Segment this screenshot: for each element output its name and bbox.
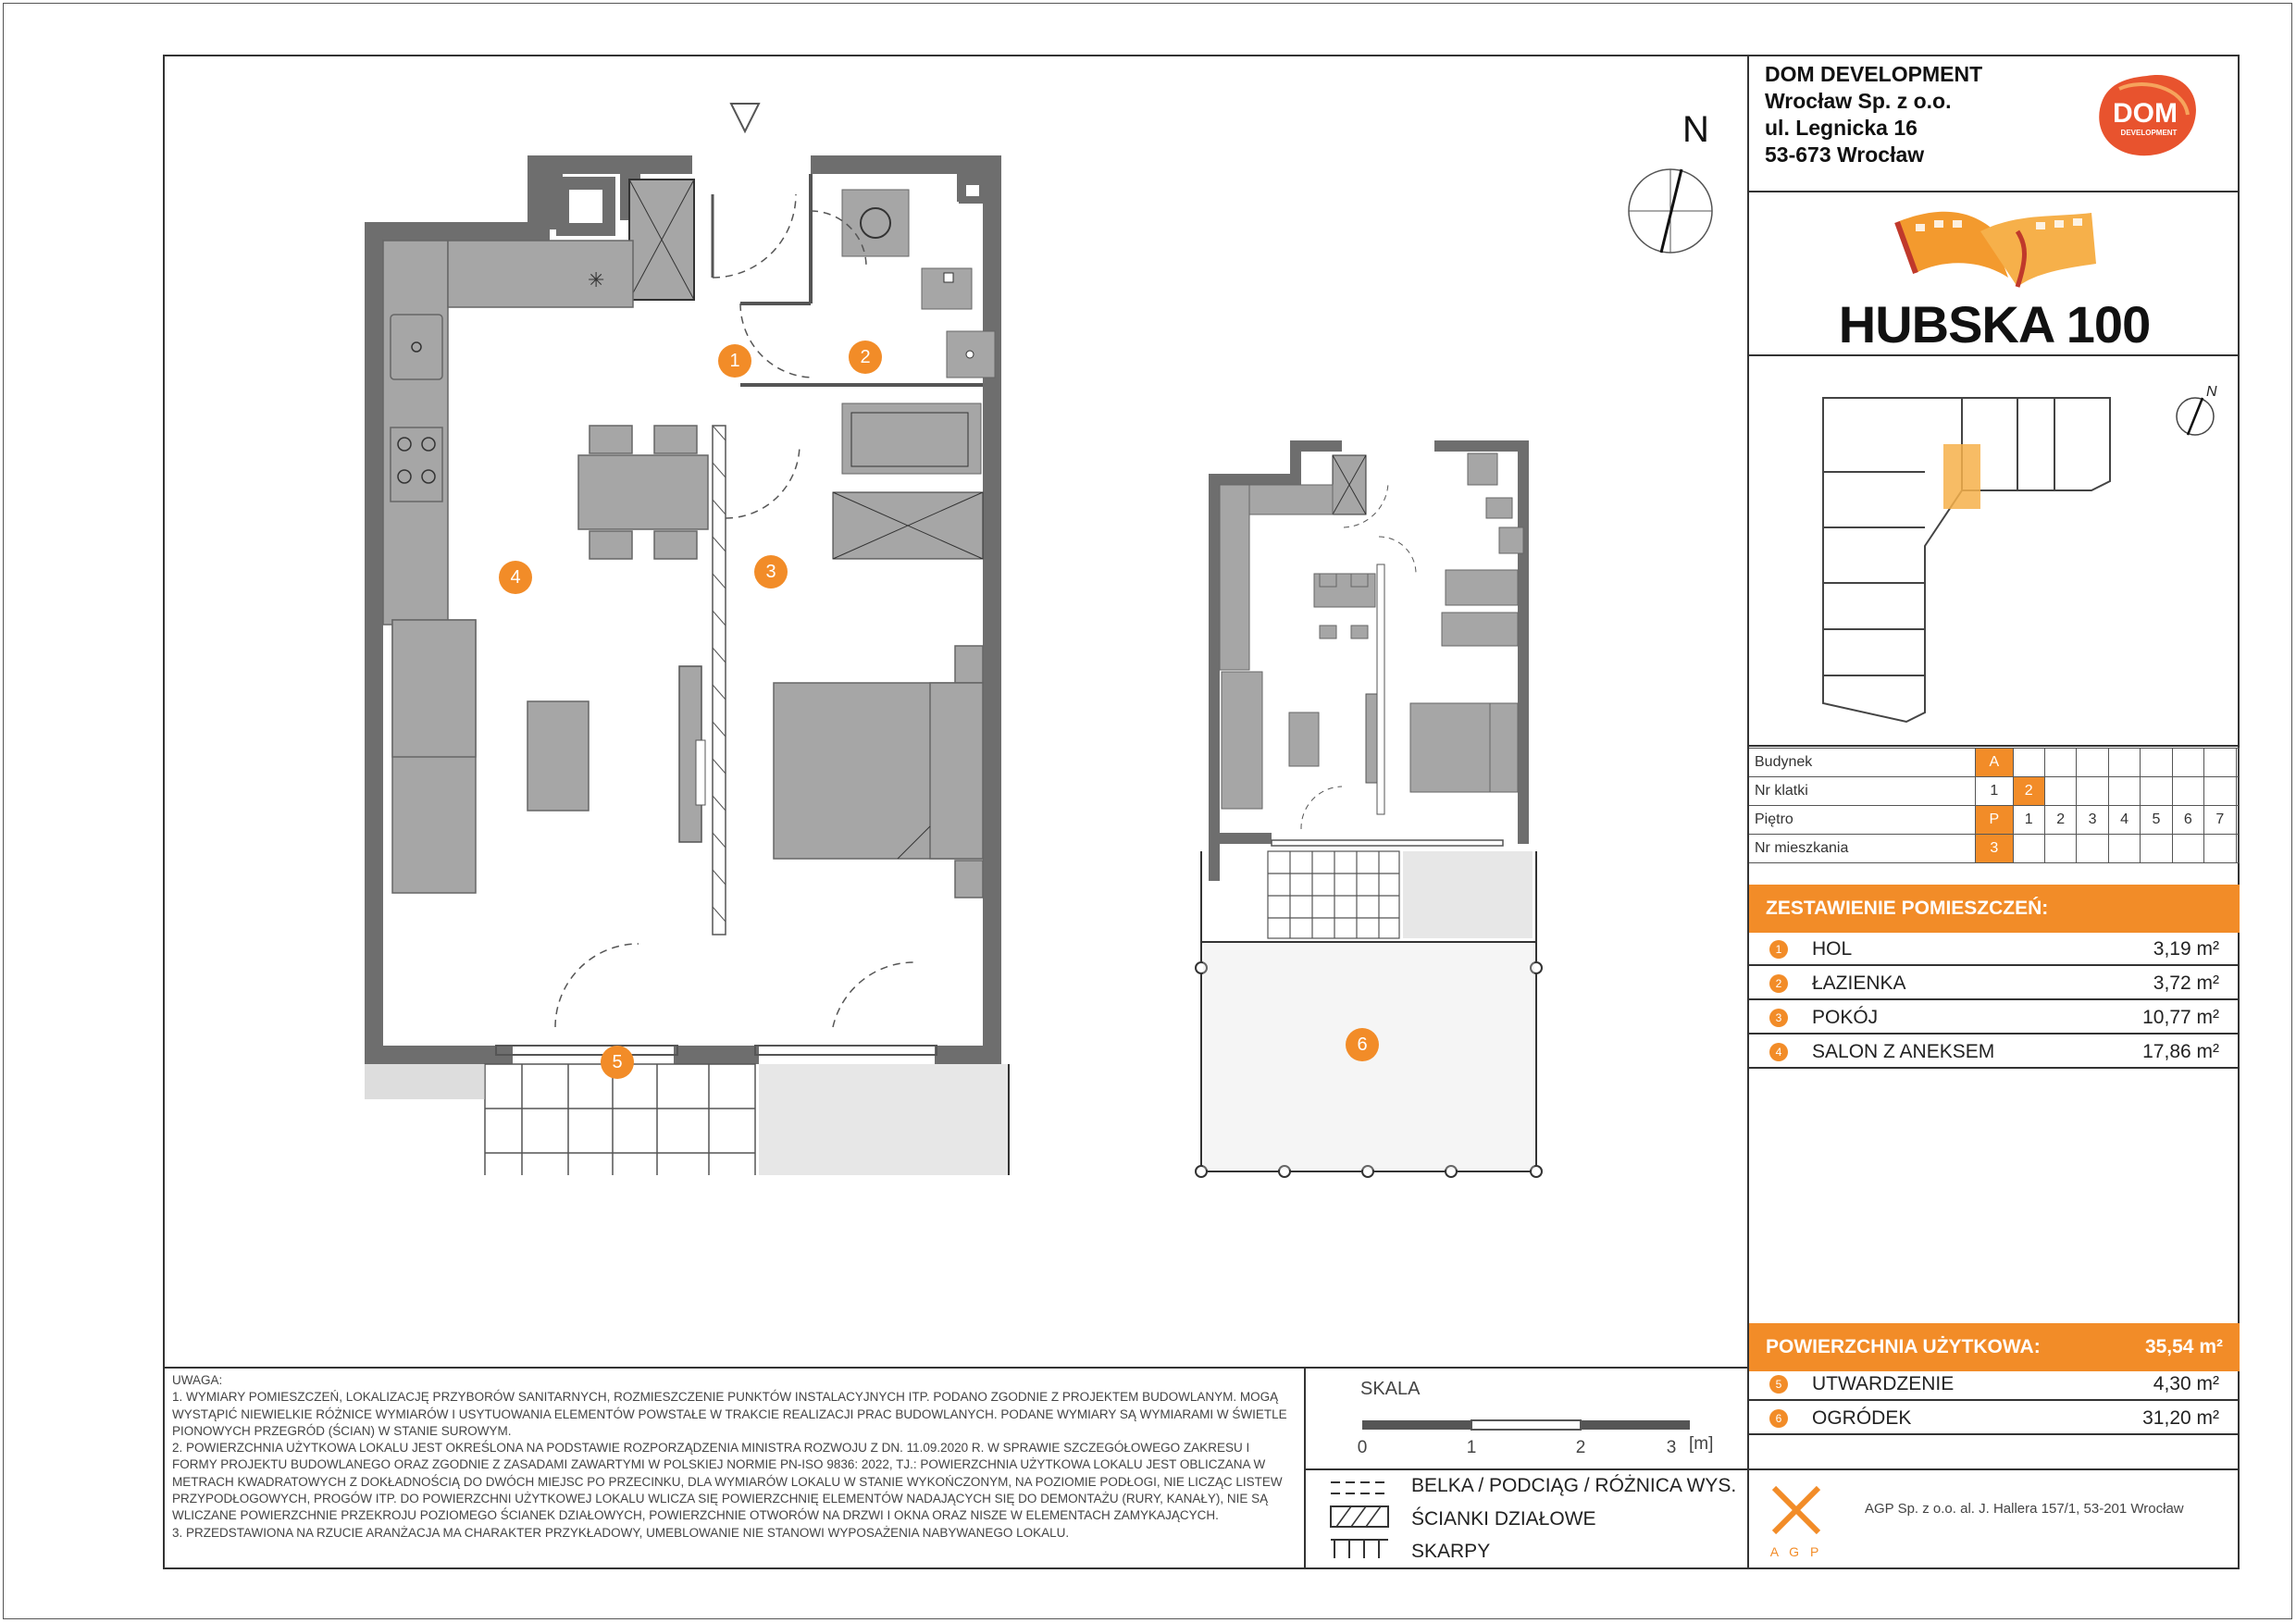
location-cell bbox=[2204, 835, 2236, 863]
location-row bbox=[1749, 777, 2240, 806]
location-cell bbox=[2172, 749, 2203, 777]
location-row bbox=[1749, 749, 2240, 777]
dom-development-logo bbox=[2091, 70, 2203, 163]
location-cell: 2 bbox=[2013, 777, 2044, 806]
room-row bbox=[1749, 969, 2240, 1000]
room-row bbox=[1749, 935, 2240, 966]
location-row-label: Nr mieszkania bbox=[1749, 835, 1976, 863]
agp-logo-text: A G P bbox=[1769, 1544, 1823, 1559]
room-marker-2: 2 bbox=[849, 341, 882, 374]
room-row bbox=[1749, 1003, 2240, 1035]
logo-text-top: DOM bbox=[2113, 98, 2178, 129]
location-cell bbox=[2141, 835, 2172, 863]
scale-title: SKALA bbox=[1360, 1379, 1421, 1399]
north-label: N bbox=[1682, 109, 1709, 150]
scale-unit: [m] bbox=[1689, 1434, 1714, 1454]
company-name: DOM DEVELOPMENT bbox=[1765, 62, 1983, 86]
location-cell bbox=[2108, 777, 2140, 806]
location-cell bbox=[2108, 835, 2140, 863]
location-cell: 5 bbox=[2141, 806, 2172, 835]
note-2: 2. POWIERZCHNIA UŻYTKOWA LOKALU JEST OKREŚLONA NA PODSTAWIE ROZPORZĄDZENIA MINISTRA ROZWOJU Z DN. 11.09.2020 R. W SPRAWIE SZCZEGÓŁOWEGO ZAKRESU I FORMY PROJEKTU BUDOWLANEGO ORAZ ZGODNIE Z ZASADAMI ZAWARTYMI W POLSKIEJ NORMIE PN-ISO 9836: 2022, TJ.: POWIERZCHNIA UŻYTKOWA LOKALU JEST OBLICZANA W METRACH KWADRATOWYCH Z DOKŁADNOŚCIĄ DO DWÓCH MIEJSC PO PRZECINKU, DLA WYMIARÓW LOKALU W STANIE WYKOŃCZONYM, NA POZIOMIE PODŁOGI, NIE LICZĄC LISTEW PRZYPODŁOGOWYCH, PROGÓW ITP. DO POWIERZCHNI UŻYTKOWEJ LOKALU WLICZA SIĘ POWIERZCHNIĘ ELEMENTÓW NADAJĄCYCH SIĘ DO DEMONTAŻU (RURY, KANAŁY), NIE SĄ WLICZANE POWIERZCHNIE PRZEKROJU POZIOMEGO ŚCIANEK DZIAŁOWYCH, POWIERZCHNIE OTWORÓW NA DRZWI I OKNA ORAZ NISZE W ELEMENTACH ZAMYKAJĄCYCH. bbox=[172, 1441, 1283, 1523]
location-cell bbox=[2236, 777, 2240, 806]
location-cell bbox=[2236, 749, 2240, 777]
location-cell bbox=[2077, 835, 2108, 863]
scale-bar bbox=[1351, 1411, 1694, 1457]
architect-address: AGP Sp. z o.o. al. J. Hallera 157/1, 53-201 Wrocław bbox=[1865, 1501, 2184, 1517]
note-3: 3. PRZEDSTAWIONA NA RZUCIE ARANŻACJA MA CHARAKTER PRZYKŁADOWY, UMEBLOWANIE NIE STANOWI WYPOSAŻENIA NABYWANEGO LOKALU. bbox=[172, 1525, 1070, 1540]
location-cell: 7 bbox=[2204, 806, 2236, 835]
room-name: HOL bbox=[1812, 938, 1853, 960]
agp-logo bbox=[1763, 1481, 1837, 1564]
notes bbox=[172, 1372, 1292, 1542]
key-plan bbox=[1814, 379, 2221, 731]
location-cell: 1 bbox=[2013, 806, 2044, 835]
company-legal: Wrocław Sp. z o.o. bbox=[1765, 89, 1952, 113]
room-row bbox=[1749, 1037, 2240, 1069]
legend-partition: ŚCIANKI DZIAŁOWE bbox=[1411, 1508, 1596, 1530]
location-cell bbox=[2108, 749, 2140, 777]
location-cell bbox=[2141, 777, 2172, 806]
room-number: 2 bbox=[1769, 974, 1788, 993]
extra-area-row bbox=[1749, 1369, 2240, 1401]
location-cell: 2 bbox=[2044, 806, 2076, 835]
location-row-label: Nr klatki bbox=[1749, 777, 1976, 806]
room-name: POKÓJ bbox=[1812, 1007, 1879, 1028]
scale-tick-1: 1 bbox=[1466, 1438, 1477, 1457]
location-cell bbox=[2044, 749, 2076, 777]
location-cell bbox=[2013, 835, 2044, 863]
location-cell: 3 bbox=[1976, 835, 2014, 863]
location-row bbox=[1749, 835, 2240, 863]
logo-text-bottom: DEVELOPMENT bbox=[2120, 129, 2178, 137]
room-marker-5: 5 bbox=[601, 1046, 634, 1079]
location-cell: 6 bbox=[2172, 806, 2203, 835]
location-cell: 4 bbox=[2108, 806, 2140, 835]
legend-beam: BELKA / PODCIĄG / RÓŻNICA WYS. bbox=[1411, 1475, 1737, 1496]
location-cell bbox=[2044, 835, 2076, 863]
location-cell: 3 bbox=[2077, 806, 2108, 835]
room-marker-3: 3 bbox=[754, 555, 788, 588]
extra-area-row bbox=[1749, 1404, 2240, 1435]
highlighted-apartment bbox=[1943, 444, 1980, 509]
room-marker-6: 6 bbox=[1346, 1028, 1379, 1061]
location-cell bbox=[2204, 777, 2236, 806]
main-floor-plan bbox=[352, 93, 1018, 1175]
location-row-label: Budynek bbox=[1749, 749, 1976, 777]
notes-title: UWAGA: bbox=[172, 1373, 223, 1387]
note-1: 1. WYMIARY POMIESZCZEŃ, LOKALIZACJĘ PRZYBORÓW SANITARNYCH, ROZMIESZCZENIE PUNKTÓW INSTALACYJNYCH ITP. PODANO ZGODNIE Z PROJEKTEM BUDOWLANYM. MOGĄ WYSTĄPIĆ NIEWIELKIE RÓŻNICE WYMIARÓW I USYTUOWANIA ELEMENTÓW POWSTAŁE W TRAKCIE REALIZACJI PRAC BUDOWLANYCH. PODANE WYMIARY SĄ WYMIARAMI W ŚWIETLE PIONOWYCH PRZEGRÓD (ŚCIAN) W STANIE SUROWYM. bbox=[172, 1390, 1287, 1438]
rooms-header: ZESTAWIENIE POMIESZCZEŃ: bbox=[1749, 885, 2240, 933]
usable-area-label: POWIERZCHNIA UŻYTKOWA: bbox=[1766, 1336, 2041, 1357]
legend-slopes: SKARPY bbox=[1411, 1541, 1491, 1562]
location-cell: A bbox=[1976, 749, 2014, 777]
location-cell bbox=[2044, 777, 2076, 806]
north-arrow-icon bbox=[1624, 165, 1717, 257]
garden-plan bbox=[1194, 435, 1555, 1184]
location-cell bbox=[2204, 749, 2236, 777]
extra-name: UTWARDZENIE bbox=[1812, 1373, 1955, 1394]
location-cell bbox=[2013, 749, 2044, 777]
room-marker-1: 1 bbox=[718, 344, 751, 378]
usable-area-value: 35,54 m² bbox=[2144, 1336, 2223, 1357]
scale-tick-3: 3 bbox=[1666, 1438, 1677, 1457]
extra-area: 4,30 m² bbox=[2153, 1373, 2219, 1394]
room-area: 3,19 m² bbox=[2153, 938, 2219, 960]
location-cell: 1 bbox=[1976, 777, 2014, 806]
location-cell: P bbox=[1976, 806, 2014, 835]
scale-tick-2: 2 bbox=[1575, 1438, 1586, 1457]
room-number: 4 bbox=[1769, 1043, 1788, 1061]
keyplan-north-label: N bbox=[2206, 384, 2217, 400]
location-table bbox=[1749, 748, 2240, 863]
location-row bbox=[1749, 806, 2240, 835]
room-number: 1 bbox=[1769, 940, 1788, 959]
room-area: 17,86 m² bbox=[2142, 1041, 2219, 1062]
svg-text:✳: ✳ bbox=[588, 268, 605, 291]
film-strip-logo bbox=[1888, 194, 2101, 296]
room-name: SALON Z ANEKSEM bbox=[1812, 1041, 1995, 1062]
location-cell bbox=[2077, 777, 2108, 806]
company-city: 53-673 Wrocław bbox=[1765, 142, 1925, 167]
location-cell bbox=[2236, 806, 2240, 835]
entrance-marker bbox=[731, 104, 759, 131]
company-street: ul. Legnicka 16 bbox=[1765, 116, 1917, 140]
location-cell bbox=[2236, 835, 2240, 863]
location-cell bbox=[2077, 749, 2108, 777]
room-name: ŁAZIENKA bbox=[1812, 973, 1906, 994]
location-row-label: Piętro bbox=[1749, 806, 1976, 835]
legend-symbols bbox=[1323, 1473, 1397, 1566]
extra-area: 31,20 m² bbox=[2142, 1407, 2219, 1429]
usable-area-bar bbox=[1749, 1323, 2240, 1371]
room-number: 3 bbox=[1769, 1009, 1788, 1027]
extra-number: 6 bbox=[1769, 1409, 1788, 1428]
location-cell bbox=[2172, 777, 2203, 806]
location-cell bbox=[2141, 749, 2172, 777]
project-title: HUBSKA 100 bbox=[1838, 295, 2151, 353]
extra-number: 5 bbox=[1769, 1375, 1788, 1394]
room-marker-4: 4 bbox=[499, 561, 532, 594]
room-area: 3,72 m² bbox=[2153, 973, 2219, 994]
company-address bbox=[1765, 61, 1982, 168]
location-cell bbox=[2172, 835, 2203, 863]
extra-name: OGRÓDEK bbox=[1812, 1407, 1912, 1429]
scale-tick-0: 0 bbox=[1357, 1438, 1368, 1457]
room-area: 10,77 m² bbox=[2142, 1007, 2219, 1028]
